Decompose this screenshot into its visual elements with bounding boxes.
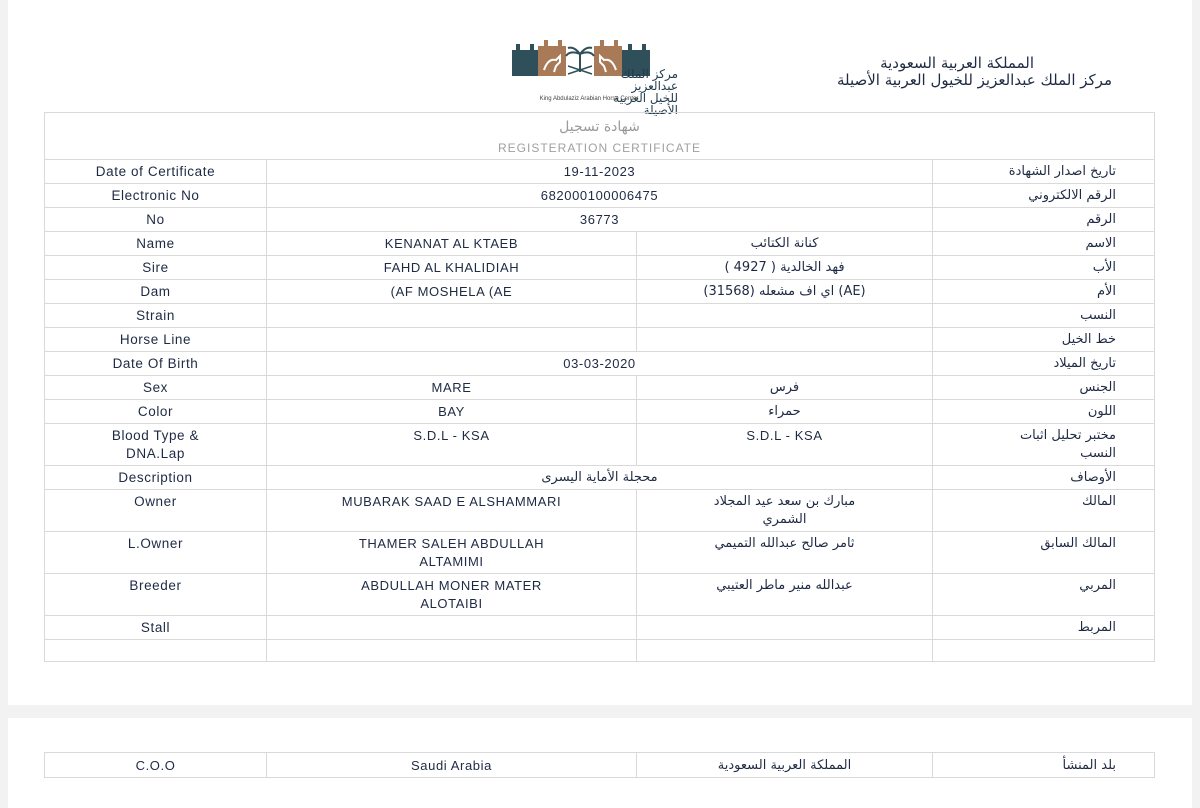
value: 36773: [267, 208, 933, 232]
value: 03-03-2020: [267, 352, 933, 376]
value-en: ABDULLAH MONER MATER ALOTAIBI: [267, 574, 637, 616]
row-last-owner: [45, 532, 1155, 574]
row-breeder: [45, 574, 1155, 616]
row-color: [45, 400, 1155, 424]
row-empty: [45, 640, 1155, 662]
label-ar: الرقم: [933, 208, 1155, 232]
label-en: Sire: [45, 256, 267, 280]
value-en: Saudi Arabia: [267, 753, 637, 778]
value-ar: S.D.L - KSA: [637, 424, 933, 466]
value-en: FAHD AL KHALIDIAH: [267, 256, 637, 280]
row-stall: [45, 616, 1155, 640]
label-en: Strain: [45, 304, 267, 328]
value-en: KENANAT AL KTAEB: [267, 232, 637, 256]
certificate-page: [8, 0, 1192, 705]
label-ar: النسب: [933, 304, 1155, 328]
label-ar: خط الخيل: [933, 328, 1155, 352]
label-ar: الاسم: [933, 232, 1155, 256]
value-ar: فهد الخالدية ( 4927 ): [637, 256, 933, 280]
row-date-of-certificate: [45, 160, 1155, 184]
row-owner: [45, 490, 1155, 532]
value-ar: المملكة العربية السعودية: [637, 753, 933, 778]
row-sire: [45, 256, 1155, 280]
label-en: Owner: [45, 490, 267, 532]
value-ar: مبارك بن سعد عيد المجلاد الشمري: [637, 490, 933, 532]
label-en: Dam: [45, 280, 267, 304]
label-en: Breeder: [45, 574, 267, 616]
label-en: Stall: [45, 616, 267, 640]
label-ar: المالك السابق: [933, 532, 1155, 574]
label-ar: مختبر تحليل اثبات النسب: [933, 424, 1155, 466]
value-en: THAMER SALEH ABDULLAH ALTAMIMI: [267, 532, 637, 574]
label-ar: اللون: [933, 400, 1155, 424]
certificate-table: [44, 112, 1155, 662]
label-ar: المربط: [933, 616, 1155, 640]
label-en: Electronic No: [45, 184, 267, 208]
row-horse-line: [45, 328, 1155, 352]
value-ar: ثامر صالح عبدالله التميمي: [637, 532, 933, 574]
value-en: MUBARAK SAAD E ALSHAMMARI: [267, 490, 637, 532]
value-ar: كنانة الكتائب: [637, 232, 933, 256]
row-electronic-no: [45, 184, 1155, 208]
value-ar: اي اف مشعله (31568) (AE): [637, 280, 933, 304]
row-strain: [45, 304, 1155, 328]
label-ar: تاريخ الميلاد: [933, 352, 1155, 376]
value-en: [267, 328, 637, 352]
label-ar: الرقم الالكتروني: [933, 184, 1155, 208]
row-country-of-origin: [45, 753, 1155, 778]
label-en: Date Of Birth: [45, 352, 267, 376]
label-en: Description: [45, 466, 267, 490]
label-en: Blood Type & DNA.Lap: [45, 424, 267, 466]
value: محجلة الأماية اليسرى: [267, 466, 933, 490]
row-name: [45, 232, 1155, 256]
country-name-ar: المملكة العربية السعودية: [880, 54, 1034, 72]
label-en: Sex: [45, 376, 267, 400]
certificate-title-row: [45, 113, 1155, 160]
center-name-ar: مركز الملك عبدالعزيز للخيول العربية الأصيلة: [836, 71, 1112, 89]
label-ar: الأوصاف: [933, 466, 1155, 490]
label-en: C.O.O: [45, 753, 267, 778]
row-description: [45, 466, 1155, 490]
row-date-of-birth: [45, 352, 1155, 376]
label-en: Horse Line: [45, 328, 267, 352]
value-en: [267, 616, 637, 640]
logo-text-en: King Abdulaziz Arabian Horse Center: [539, 96, 639, 102]
row-no: [45, 208, 1155, 232]
logo-text-ar: مركز الملك عبدالعزيز للخيل العربية الأصيلة: [613, 67, 678, 117]
certificate-title-ar: شهادة تسجيل: [559, 119, 640, 135]
certificate-title-en: REGISTERATION CERTIFICATE: [498, 141, 702, 155]
label-ar: الأم: [933, 280, 1155, 304]
value-en: BAY: [267, 400, 637, 424]
label-ar: المربي: [933, 574, 1155, 616]
value-en: [267, 304, 637, 328]
value-ar: عبدالله منير ماطر العتيبي: [637, 574, 933, 616]
label-ar: المالك: [933, 490, 1155, 532]
value-ar: حمراء: [637, 400, 933, 424]
label-en: Date of Certificate: [45, 160, 267, 184]
value: 682000100006475: [267, 184, 933, 208]
certificate-page-2: [8, 718, 1192, 808]
value-en: MARE: [267, 376, 637, 400]
value-en: (AF MOSHELA (AE: [267, 280, 637, 304]
value: 19-11-2023: [267, 160, 933, 184]
label-ar: الأب: [933, 256, 1155, 280]
label-ar: الجنس: [933, 376, 1155, 400]
row-dam: [45, 280, 1155, 304]
value-ar: [637, 616, 933, 640]
label-en: Color: [45, 400, 267, 424]
label-en: No: [45, 208, 267, 232]
row-sex: [45, 376, 1155, 400]
value-en: S.D.L - KSA: [267, 424, 637, 466]
value-ar: [637, 304, 933, 328]
label-ar: بلد المنشأ: [933, 753, 1155, 778]
value-ar: [637, 328, 933, 352]
label-en: Name: [45, 232, 267, 256]
label-ar: تاريخ اصدار الشهادة: [933, 160, 1155, 184]
label-en: L.Owner: [45, 532, 267, 574]
value-ar: فرس: [637, 376, 933, 400]
row-blood-type: [45, 424, 1155, 466]
origin-table: [44, 752, 1155, 778]
